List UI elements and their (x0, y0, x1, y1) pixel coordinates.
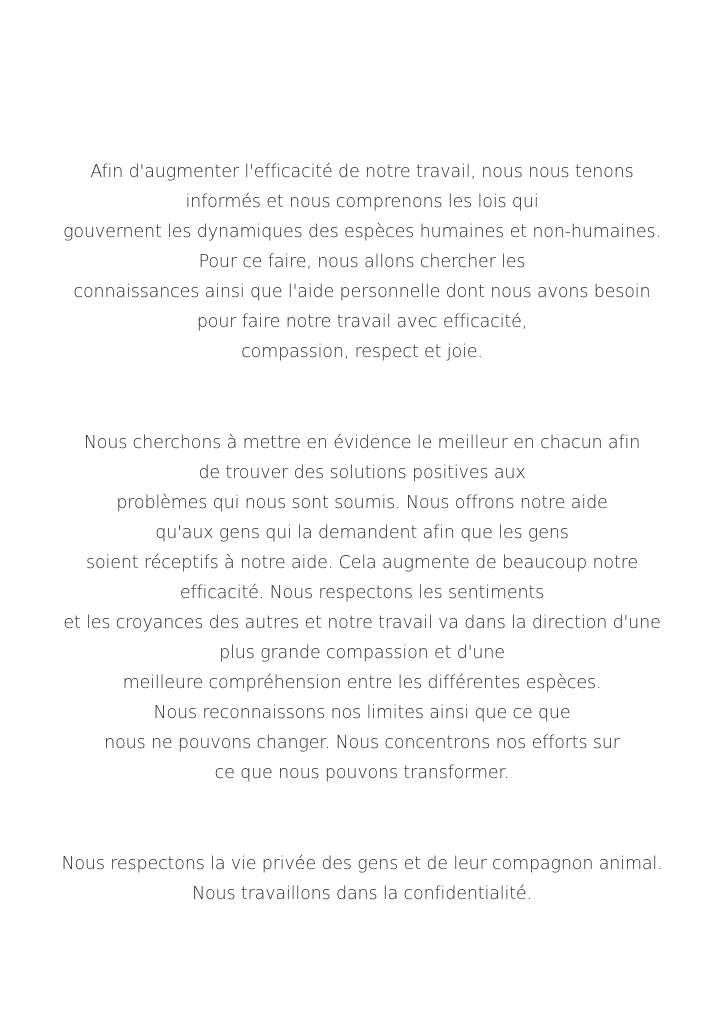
text-line: plus grande compassion et d'une (219, 643, 505, 663)
paragraph-confidentialite (0, 849, 724, 909)
text-line: informés et nous comprenons les lois qui (185, 192, 539, 212)
text-line: soient réceptifs à notre aide. Cela augmente de beaucoup notre (86, 553, 638, 573)
text-line: Nous respectons la vie privée des gens et de leur compagnon animal. (61, 854, 663, 874)
text-line: Nous reconnaissons nos limites ainsi que ce que (153, 703, 571, 723)
text-line: Nous cherchons à mettre en évidence le meilleur en chacun afin (83, 433, 641, 453)
text-line: nous ne pouvons changer. Nous concentrons nos efforts sur (104, 733, 620, 753)
text-line: efficacité. Nous respectons les sentiments (179, 583, 545, 603)
text-line: Pour ce faire, nous allons chercher les (198, 252, 526, 272)
text-line: connaissances ainsi que l'aide personnelle dont nous avons besoin (73, 282, 651, 302)
text-line: Afin d'augmenter l'efficacité de notre travail, nous nous tenons (90, 162, 634, 182)
text-line: pour faire notre travail avec efficacité, (196, 312, 528, 332)
text-line: gouvernent les dynamiques des espèces humaines et non-humaines. (63, 222, 661, 242)
text-line: ce que nous pouvons transformer. (214, 763, 510, 783)
text-line: compassion, respect et joie. (241, 342, 483, 362)
text-line: problèmes qui nous sont soumis. Nous offrons notre aide (116, 493, 608, 513)
text-line: meilleure compréhension entre les différentes espèces. (122, 673, 602, 693)
paragraph-solutions (0, 428, 724, 788)
text-line: de trouver des solutions positives aux (198, 463, 526, 483)
text-line: et les croyances des autres et notre travail va dans la direction d'une (63, 613, 661, 633)
text-line: qu'aux gens qui la demandent afin que les gens (155, 523, 569, 543)
paragraph-efficacite (0, 157, 724, 367)
text-line: Nous travaillons dans la confidentialité. (192, 884, 532, 904)
